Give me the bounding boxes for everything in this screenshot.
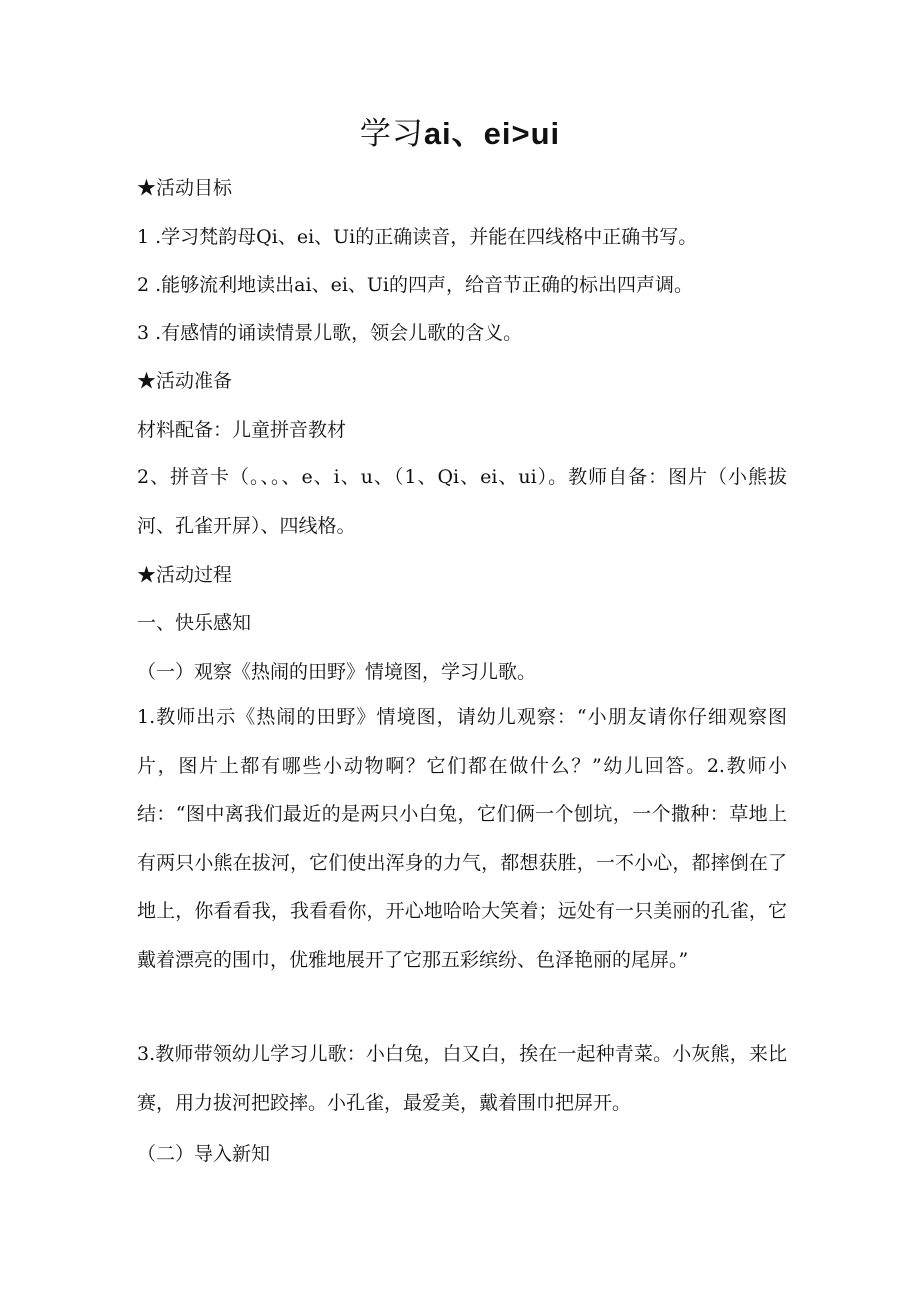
goal-item-3: 3 .有感情的诵读情景儿歌，领会儿歌的含义。 [137,322,523,344]
subsection-heading-1: （一）观察《热闹的田野》情境图，学习儿歌。 [137,661,537,683]
paragraph-observation: 1.教师出示《热闹的田野》情境图，请幼儿观察：“小朋友请你仔细观察图片，图片上都有哪些小动物啊？它们都在做什么？”幼儿回答。2.教师小结：“图中离我们最近的是两只小白兔，它们俩一个刨坑，一个撒种：草地上有两只小熊在拔河，它们使出浑身的力气，都想获胜，一不小心，都摔倒在了地上，你看看我，我看看你，开心地哈哈大笑着；远处有一只美丽的孔雀，它戴着漂亮的围巾，优雅地展开了它那五彩缤纷、色泽艳丽的尾屏。” [137,706,787,971]
prep-materials: 材料配备：儿童拼音教材 [137,419,347,441]
section-heading-1: 一、快乐感知 [137,612,252,634]
paragraph-nursery-rhyme: 3.教师带领幼儿学习儿歌：小白兔，白又白，挨在一起种青菜。小灰熊，来比赛，用力拔河把跤摔。小孔雀，最爱美，戴着围巾把屏开。 [137,1043,787,1114]
document-title [0,112,920,156]
heading-goals: ★活动目标 [137,177,233,199]
goal-item-1: 1 .学习梵韵母Qi、ei、Ui的正确读音，并能在四线格中正确书写。 [137,226,698,248]
prep-cards: 2、拼音卡（。、。、e、i、u、（1、Qi、ei、ui）。教师自备：图片（小熊拔河、孔雀开屏）、四线格。 [137,466,787,537]
heading-process: ★活动过程 [137,564,233,586]
heading-preparation: ★活动准备 [137,370,233,392]
goal-item-2: 2 .能够流利地读出ai、ei、Ui的四声，给音节正确的标出四声调。 [137,274,693,296]
title-chinese: 学习 [359,116,424,152]
subsection-heading-2: （二）导入新知 [137,1143,271,1165]
title-pinyin: ai、ei>ui [423,116,561,151]
